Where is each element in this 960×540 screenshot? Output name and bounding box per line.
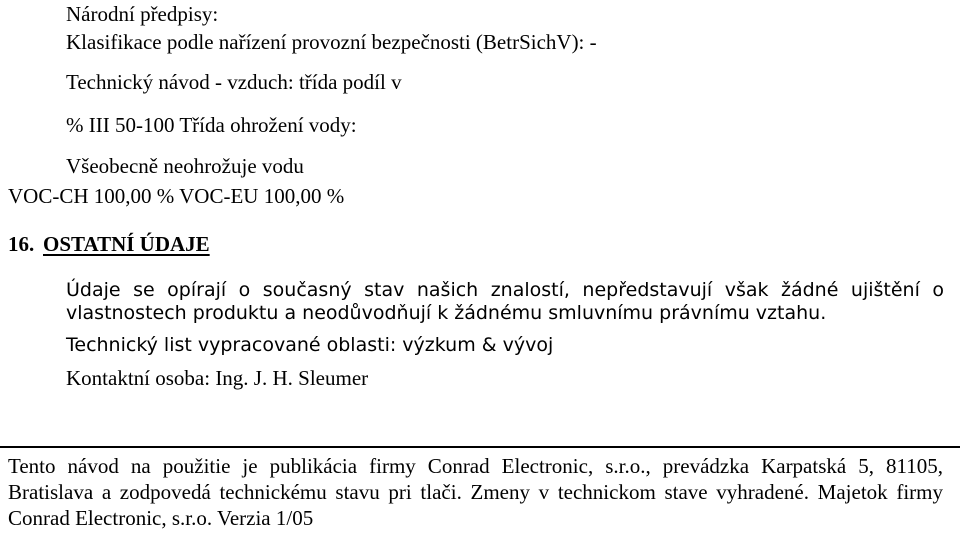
- classification-line: Klasifikace podle nařízení provozní bezpečnosti (BetrSichV): -: [66, 30, 597, 54]
- national-regulations-heading: Národní předpisy:: [66, 2, 219, 26]
- section-number: 16.: [8, 232, 35, 256]
- section-16-heading: [8, 231, 210, 257]
- footer-divider: [0, 446, 960, 448]
- voc-line: VOC-CH 100,00 % VOC-EU 100,00 %: [8, 184, 345, 208]
- technical-guide-values-line: % III 50-100 Třída ohrožení vody:: [66, 113, 357, 137]
- water-hazard-value: Všeobecně neohrožuje vodu: [66, 154, 304, 178]
- technical-guide-air-line: Technický návod - vzduch: třída podíl v: [66, 70, 402, 94]
- footer-text: Tento návod na použitie je publikácia firmy Conrad Electronic, s.r.o., prevádzka Karpatská 5, 81105, Bratislava a zodpovedá technickému stavu pri tlači. Zmeny v technickom stave vyhradené. Majetok firmy Conrad Electronic, s.r.o. Verzia 1/05: [8, 454, 943, 530]
- section-title: OSTATNÍ ÚDAJE: [43, 232, 210, 256]
- contact-person: Kontaktní osoba: Ing. J. H. Sleumer: [66, 366, 369, 390]
- data-sheet-source: Technický list vypracované oblasti: výzkum & vývoj: [66, 334, 554, 356]
- disclaimer-paragraph: Údaje se opírají o současný stav našich znalostí, nepředstavují však žádné ujištění o vlastnostech produktu a neodůvodňují k žádnému smluvnímu právnímu vztahu.: [66, 279, 944, 324]
